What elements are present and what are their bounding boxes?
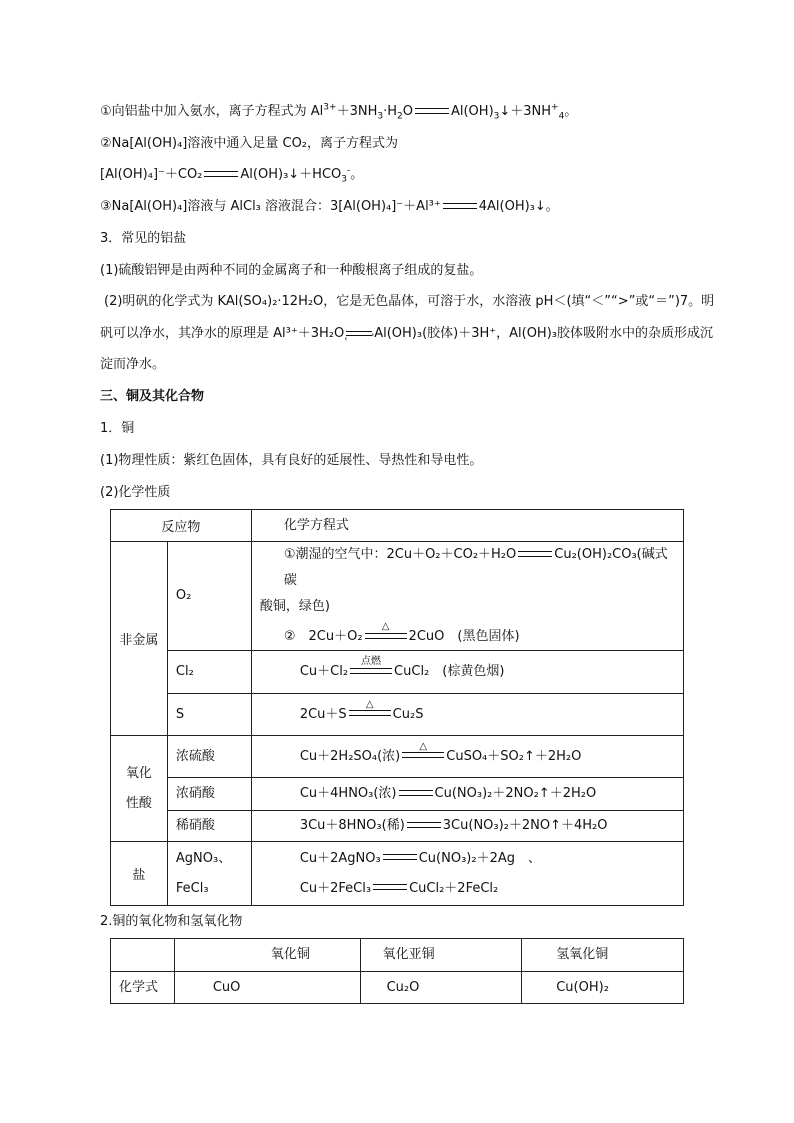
para-aluminum-ammonia: [100, 103, 690, 121]
text: 非金属: [119, 633, 159, 648]
para-naaloh4-co2-eq: [100, 166, 690, 184]
copper-reactions-table: [110, 509, 684, 906]
text: 反应物: [161, 520, 201, 535]
hno3c-equation: [251, 778, 683, 811]
equals-sign: [381, 844, 419, 874]
text: ①潮湿的空气中：2Cu＋O₂＋CO₂＋H₂O: [283, 547, 517, 562]
text: Cu₂S: [392, 706, 424, 722]
text: 氧化亚铜: [382, 947, 435, 962]
text: 化学方程式: [283, 517, 349, 533]
text: ③Na[Al(OH)₄]溶液与 AlCl₃ 溶液混合：3[Al(OH)₄]⁻＋Al³⁺: [100, 199, 441, 214]
para-naaloh4-co2: ②Na[Al(OH)₄]溶液中通入足量 CO₂，离子方程式为: [100, 136, 399, 151]
text: 稀硝酸: [175, 818, 215, 833]
table-row: [111, 651, 684, 694]
equals-sign-ignite: 点燃: [348, 662, 394, 682]
table-row: [111, 972, 684, 1004]
reactant-s: [167, 694, 251, 736]
text: O: [402, 104, 413, 119]
text: ↓＋3NH: [499, 104, 552, 119]
reactant-conc-h2so4: [167, 736, 251, 778]
text: 。: [564, 104, 578, 119]
header-cuo: [174, 939, 360, 972]
para-alum-formula: (2)明矾的化学式为 KAl(SO₄)₂·12H₂O，它是无色晶体，可溶于水，水溶液 pH＜(填“＜”“>”或“＝”)7。明: [104, 294, 715, 309]
text: ·H: [383, 104, 398, 119]
group-oxidizing-acid: [111, 736, 168, 842]
text: 盐: [132, 868, 146, 883]
text: ①向铝盐中加入氨水，离子方程式为 Al: [100, 104, 324, 119]
text: 酸铜，绿色): [259, 599, 330, 614]
text: 3+: [323, 102, 337, 113]
text: ＋3NH: [336, 104, 378, 119]
para-alum-purify: [100, 325, 713, 343]
equals-sign: [371, 874, 409, 904]
text: Cu＋2H₂SO₄(浓): [299, 748, 401, 764]
equals-sign: [441, 198, 479, 216]
group-nonmetal: [111, 542, 168, 736]
text: 性酸: [125, 795, 152, 811]
text: 氧化铜: [270, 947, 310, 962]
text: CuSO₄＋SO₂↑＋2H₂O: [446, 748, 582, 764]
para-copper-physical: (1)物理性质：紫红色固体，具有良好的延展性、导热性和导电性。: [100, 453, 483, 468]
table-row: [111, 842, 684, 906]
hno3d-equation: [251, 811, 683, 842]
text: [Al(OH)₄]⁻＋CO₂: [100, 167, 203, 182]
text: 化学式: [119, 979, 159, 995]
text: Cu₂O: [386, 979, 420, 995]
text: 2: [397, 111, 403, 122]
text: 3: [493, 111, 500, 122]
cell-cu2o: [360, 972, 522, 1004]
para-alum-purify-end: 淀而净水。: [100, 357, 166, 372]
para-naaloh4-alcl3: [100, 198, 690, 216]
salt-equations: [251, 842, 683, 906]
text: 4Al(OH)₃↓。: [478, 199, 559, 214]
text: O₂: [175, 588, 192, 603]
equals-sign-heat: △: [400, 747, 446, 767]
h2so4-equation: [251, 736, 683, 778]
text: Cu＋2AgNO₃: [299, 850, 381, 866]
table-header-row: [111, 939, 684, 972]
header-cuoh2: [522, 939, 684, 972]
heading-copper-oxides: 2.铜的氧化物和氢氧化物: [100, 914, 243, 929]
text: 氧化: [125, 765, 152, 781]
text: Cu＋4HNO₃(浓): [299, 786, 397, 801]
text: 3Cu＋8HNO₃(稀): [299, 818, 405, 833]
reactant-salts: [167, 842, 251, 906]
table-row: [111, 736, 684, 778]
text: 。: [350, 167, 364, 182]
text: ②: [283, 629, 296, 644]
equals-sign-heat: △: [347, 705, 393, 725]
text: Cu₂(OH)₂CO₃(碱式碳: [283, 547, 668, 588]
text: Cl₂: [175, 664, 194, 679]
copper-oxides-table: [110, 938, 684, 1004]
text: 2Cu＋O₂: [308, 629, 363, 644]
text: FeCl₃: [175, 880, 209, 896]
header-empty: [111, 939, 175, 972]
text: +: [551, 102, 559, 113]
text: Cu＋Cl₂: [299, 664, 349, 679]
equals-sign: [405, 816, 443, 836]
text: -: [347, 165, 351, 176]
equals-sign-heat: △: [363, 624, 409, 650]
section-heading-copper: 三、铜及其化合物: [100, 389, 205, 404]
text: Cu(NO₃)₂＋2Ag 、: [418, 850, 541, 866]
text: Al(OH)₃↓＋HCO: [240, 167, 342, 182]
text: Cu(NO₃)₂＋2NO₂↑＋2H₂O: [434, 786, 597, 801]
text: CuCl₂＋2FeCl₂: [409, 880, 499, 896]
text: AgNO₃、: [175, 850, 232, 866]
text: 氢氧化铜: [556, 947, 609, 962]
cell-cuo: [174, 972, 360, 1004]
text: 矾可以净水，其净水的原理是 Al³⁺＋3H₂O: [100, 326, 345, 341]
para-copper-chemical: (2)化学性质: [100, 485, 171, 500]
table-row: [111, 694, 684, 736]
text: 3Cu(NO₃)₂＋2NO↑＋4H₂O: [442, 818, 608, 833]
row-label-formula: [111, 972, 175, 1004]
text: Al(OH): [450, 104, 494, 119]
reactant-dilute-hno3: [167, 811, 251, 842]
text: 3: [341, 174, 347, 185]
cl2-equation: [251, 651, 683, 694]
reversible-arrow: › ‹: [344, 329, 375, 343]
header-cu2o: [360, 939, 522, 972]
group-salt: [111, 842, 168, 906]
equals-sign: [413, 103, 451, 121]
reactant-o2: [167, 542, 251, 651]
text: CuCl₂ (棕黄色烟): [394, 664, 505, 679]
text: 4: [558, 111, 565, 122]
heading-copper: 1．铜: [100, 421, 135, 436]
o2-equations: [251, 542, 683, 651]
text: 2Cu＋S: [299, 706, 347, 722]
s-equation: [251, 694, 683, 736]
reactant-cl2: [167, 651, 251, 694]
equals-sign: [397, 784, 435, 804]
text: CuO: [212, 979, 241, 995]
header-equation: [251, 510, 683, 542]
table-header-row: [111, 510, 684, 542]
text: 3: [377, 111, 384, 122]
table-row: [111, 778, 684, 811]
equals-sign: [202, 166, 240, 184]
reactant-conc-hno3: [167, 778, 251, 811]
text: Cu(OH)₂: [556, 979, 609, 995]
text: 浓硫酸: [175, 748, 215, 764]
heading-aluminum-salts: 3．常见的铝盐: [100, 231, 187, 246]
text: 2CuO (黑色固体): [408, 629, 520, 644]
para-alum-potassium: (1)硫酸铝钾是由两种不同的金属离子和一种酸根离子组成的复盐。: [100, 263, 483, 278]
table-row: [111, 811, 684, 842]
text: Al(OH)₃(胶体)＋3H⁺，Al(OH)₃胶体吸附水中的杂质形成沉: [374, 326, 713, 341]
text: [551, 103, 559, 113]
text: 浓硝酸: [175, 786, 215, 801]
cell-cuoh2: [522, 972, 684, 1004]
text: S: [175, 706, 185, 722]
table-row: [111, 542, 684, 651]
text: Cu＋2FeCl₃: [299, 880, 372, 896]
equals-sign: [516, 542, 554, 568]
header-reactant: [111, 510, 252, 542]
